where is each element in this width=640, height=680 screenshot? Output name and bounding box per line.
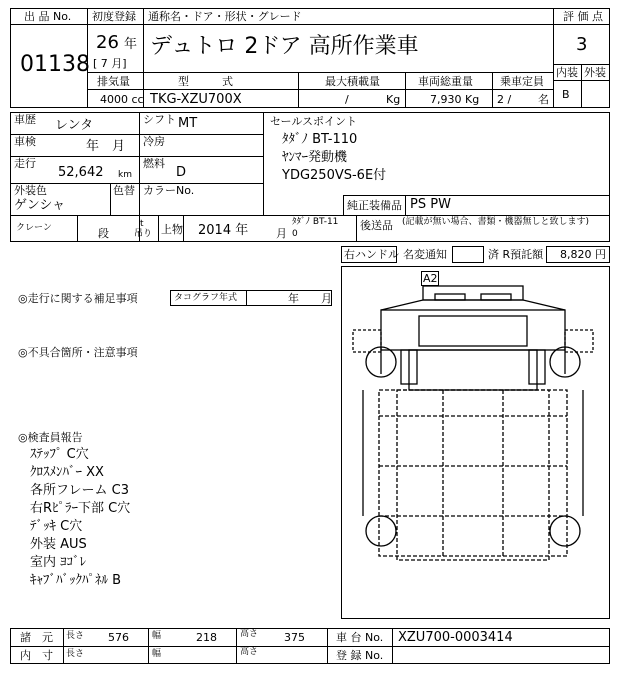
fuel: D [176, 165, 187, 180]
tacho-label: タコグラフ年式 [174, 293, 238, 303]
fuel-label: 燃料 [143, 157, 165, 170]
interior-dims-label: 内 寸 [20, 649, 53, 662]
crane-steps: 段 [98, 227, 109, 240]
crane-lift: 吊り [134, 229, 153, 239]
height-label: 高さ [240, 629, 259, 639]
equip: PS PW [410, 197, 451, 212]
mileage-label: 走行 [14, 157, 36, 170]
driving-notes-label: ◎走行に関する補足事項 [18, 292, 138, 305]
shift: MT [178, 116, 198, 131]
ext-color: ゲンシャ [14, 198, 66, 213]
inspector-item-1: ｽﾃｯﾌﾟ C穴 [30, 447, 89, 462]
exterior-label: 外装 [584, 66, 606, 79]
max-load: / [345, 93, 349, 106]
truck-diagram [341, 266, 610, 619]
capacity-label: 乗車定員 [500, 75, 544, 88]
gross-weight: 7,930 Kg [430, 93, 480, 106]
damage-mark: A2 [423, 272, 438, 285]
inspector-item-7: 室内 ﾖｺﾞﾚ [30, 555, 87, 570]
length-label: 長さ [66, 631, 85, 641]
chassis: XZU700-0003414 [398, 630, 513, 645]
max-load-unit: Kg [386, 93, 401, 106]
reg-year-unit: 年 [124, 37, 138, 52]
model-name: デュトロ 2ドア 高所作業車 [150, 34, 419, 59]
name-change-label: 名変通知 [403, 248, 447, 261]
equip-label: 純正装備品 [347, 199, 402, 212]
height2-label: 高さ [240, 647, 259, 657]
bed-year: 2014 年 [198, 223, 249, 238]
capacity-unit: 名 [538, 93, 549, 106]
interior-grade: B [562, 88, 570, 101]
inspector-item-4: 右Rﾋﾟﾗｰ下部 C穴 [30, 501, 131, 516]
option-label: 後送品 [360, 219, 393, 232]
length: 576 [108, 631, 129, 644]
max-load-label: 最大積載量 [325, 75, 380, 88]
bed-month: 月 [276, 227, 287, 240]
recycle-amount: 8,820 円 [560, 248, 606, 261]
inspector-label: ◎検査員報告 [18, 431, 83, 444]
tacho-value: 年 月 [288, 292, 332, 305]
lot-no-label: 出 品 No. [24, 10, 72, 23]
first-reg-label: 初度登録 [92, 10, 136, 23]
sales-line-3: YDG250VS-6E付 [282, 168, 387, 183]
bed-label: 上物 [161, 223, 183, 236]
history-label: 車歴 [14, 113, 36, 126]
model-code: TKG-XZU700X [150, 92, 242, 107]
color-no-label: カラーNo. [143, 184, 195, 197]
crane-tons-unit: t [140, 219, 144, 229]
model-name-label: 通称名・ドア・形状・グレード [148, 10, 302, 23]
inspector-item-2: ｸﾛｽﾒﾝﾊﾞｰ XX [30, 465, 104, 480]
mileage: 52,642 [58, 165, 104, 180]
height: 375 [284, 631, 305, 644]
model-code-label: 型 式 [178, 75, 233, 88]
defects-label: ◎不具合箇所・注意事項 [18, 346, 138, 359]
sales-line-1: ﾀﾀﾞﾉ BT-110 [282, 132, 358, 147]
recycle-label: 済 R預託額 [488, 248, 544, 261]
sales-label: セールスポイント [270, 115, 358, 128]
bed-maker: ﾀﾀﾞﾉ BT-11 [292, 217, 339, 227]
inspection: 年 月 [86, 139, 126, 154]
inspector-item-5: ﾃﾞｯｷ C穴 [30, 519, 83, 534]
history: レンタ [55, 118, 94, 133]
inspector-item-6: 外装 AUS [30, 537, 87, 552]
length2-label: 長さ [66, 649, 85, 659]
dims-label: 諸 元 [20, 631, 53, 644]
reg-label: 登 録 No. [336, 649, 384, 662]
inspector-item-8: ｷｬﾌﾞﾊﾞｯｸﾊﾟﾈﾙ B [30, 573, 122, 588]
bed-model: 0 [292, 229, 298, 239]
reg-year: 26 [96, 32, 119, 53]
chassis-label: 車 台 No. [336, 631, 384, 644]
sales-line-2: ﾔﾝﾏｰ発動機 [282, 150, 348, 165]
score: 3 [576, 34, 588, 55]
ext-color-label: 外装色 [14, 184, 47, 197]
steering: 右ハンドル [344, 248, 399, 261]
width: 218 [196, 631, 217, 644]
displacement: 4000 cc [100, 93, 144, 106]
mileage-unit: km [118, 170, 132, 180]
displacement-label: 排気量 [97, 75, 130, 88]
inspector-item-3: 各所フレーム C3 [30, 483, 129, 498]
gross-weight-label: 車両総重量 [418, 75, 473, 88]
reg-month: [ 7 月] [93, 57, 127, 70]
interior-label: 内装 [556, 66, 578, 79]
lot-no: 01138 [20, 52, 90, 77]
shift-label: シフト [143, 113, 176, 126]
width-label: 幅 [152, 631, 162, 641]
width2-label: 幅 [152, 649, 162, 659]
option-note: (記載が無い場合、書類・機器無しと致します) [402, 217, 590, 227]
inspection-label: 車検 [14, 135, 36, 148]
name-change-box [452, 246, 484, 263]
ac-label: 冷房 [143, 135, 165, 148]
color-change-label: 色替 [113, 184, 135, 197]
capacity: 2 / [497, 93, 512, 106]
grade-label: 評 価 点 [563, 10, 603, 23]
crane-label: クレーン [16, 223, 52, 233]
